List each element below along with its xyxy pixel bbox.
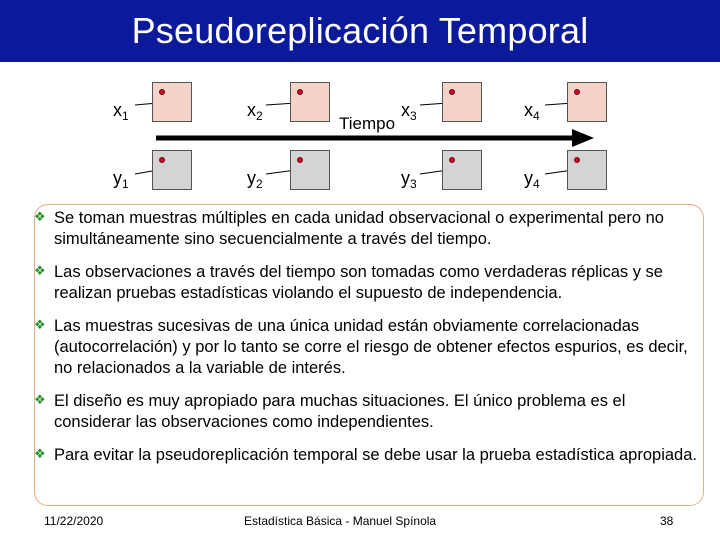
slide-title: Pseudoreplicación Temporal: [131, 10, 589, 51]
sample-dot: [159, 89, 165, 95]
list-item: [34, 262, 704, 304]
observation-box-x1: [152, 82, 192, 122]
temporal-diagram: [0, 62, 720, 202]
diamond-bullet-icon: ❖: [34, 263, 46, 278]
bullet-text: Las muestras sucesivas de una única unidad están obviamente correlacionadas (autocorrelación) y por lo tanto se corre el riesgo de obtener efectos espurios, es decir, no relacionados a la variable de interés.: [54, 317, 688, 377]
sample-dot: [574, 157, 580, 163]
time-arrow-head: [572, 129, 594, 147]
diamond-bullet-icon: ❖: [34, 317, 46, 332]
observation-box-y1: [152, 150, 192, 190]
list-item: [34, 316, 704, 379]
list-item: [34, 391, 704, 433]
sample-dot: [159, 157, 165, 163]
title-bar: [0, 0, 720, 62]
label-x4: $x_4$: [524, 100, 540, 123]
bullet-text: Las observaciones a través del tiempo son tomadas como verdaderas réplicas y se realizan pruebas estadísticas violando el supuesto de independencia.: [54, 263, 663, 302]
page-number: 38: [660, 514, 674, 528]
sample-dot: [297, 157, 303, 163]
list-item: [34, 208, 704, 250]
observation-box-y2: [290, 150, 330, 190]
observation-box-y4: [567, 150, 607, 190]
sample-dot: [449, 157, 455, 163]
bullet-text: Para evitar la pseudoreplicación temporal se debe usar la prueba estadística apropiada.: [54, 446, 697, 464]
bullet-list: [34, 208, 704, 478]
sample-dot: [574, 89, 580, 95]
observation-box-y3: [442, 150, 482, 190]
sample-dot: [297, 89, 303, 95]
sample-dot: [449, 89, 455, 95]
diamond-bullet-icon: ❖: [34, 446, 46, 461]
label-y1: $y_1$: [113, 168, 129, 191]
footer-author: Estadística Básica - Manuel Spínola: [244, 514, 437, 528]
observation-box-x2: [290, 82, 330, 122]
observation-box-x3: [442, 82, 482, 122]
label-x2: $x_2$: [247, 100, 263, 123]
label-y2: $y_2$: [247, 168, 263, 191]
list-item: [34, 445, 704, 466]
label-y3: $y_3$: [401, 168, 417, 191]
diamond-bullet-icon: ❖: [34, 209, 46, 224]
time-label: Tiempo: [339, 114, 396, 133]
footer-date: 11/22/2020: [44, 514, 104, 528]
label-y4: $y_4$: [524, 168, 540, 191]
observation-box-x4: [567, 82, 607, 122]
label-x1: $x_1$: [113, 100, 129, 123]
bullet-text: Se toman muestras múltiples en cada unidad observacional o experimental pero no simultáneamente sino secuencialmente a través del tiempo.: [54, 209, 664, 248]
diamond-bullet-icon: ❖: [34, 392, 46, 407]
label-x3: $x_3$: [401, 100, 417, 123]
bullet-text: El diseño es muy apropiado para muchas situaciones. El único problema es el considerar las observaciones como independientes.: [54, 392, 626, 431]
